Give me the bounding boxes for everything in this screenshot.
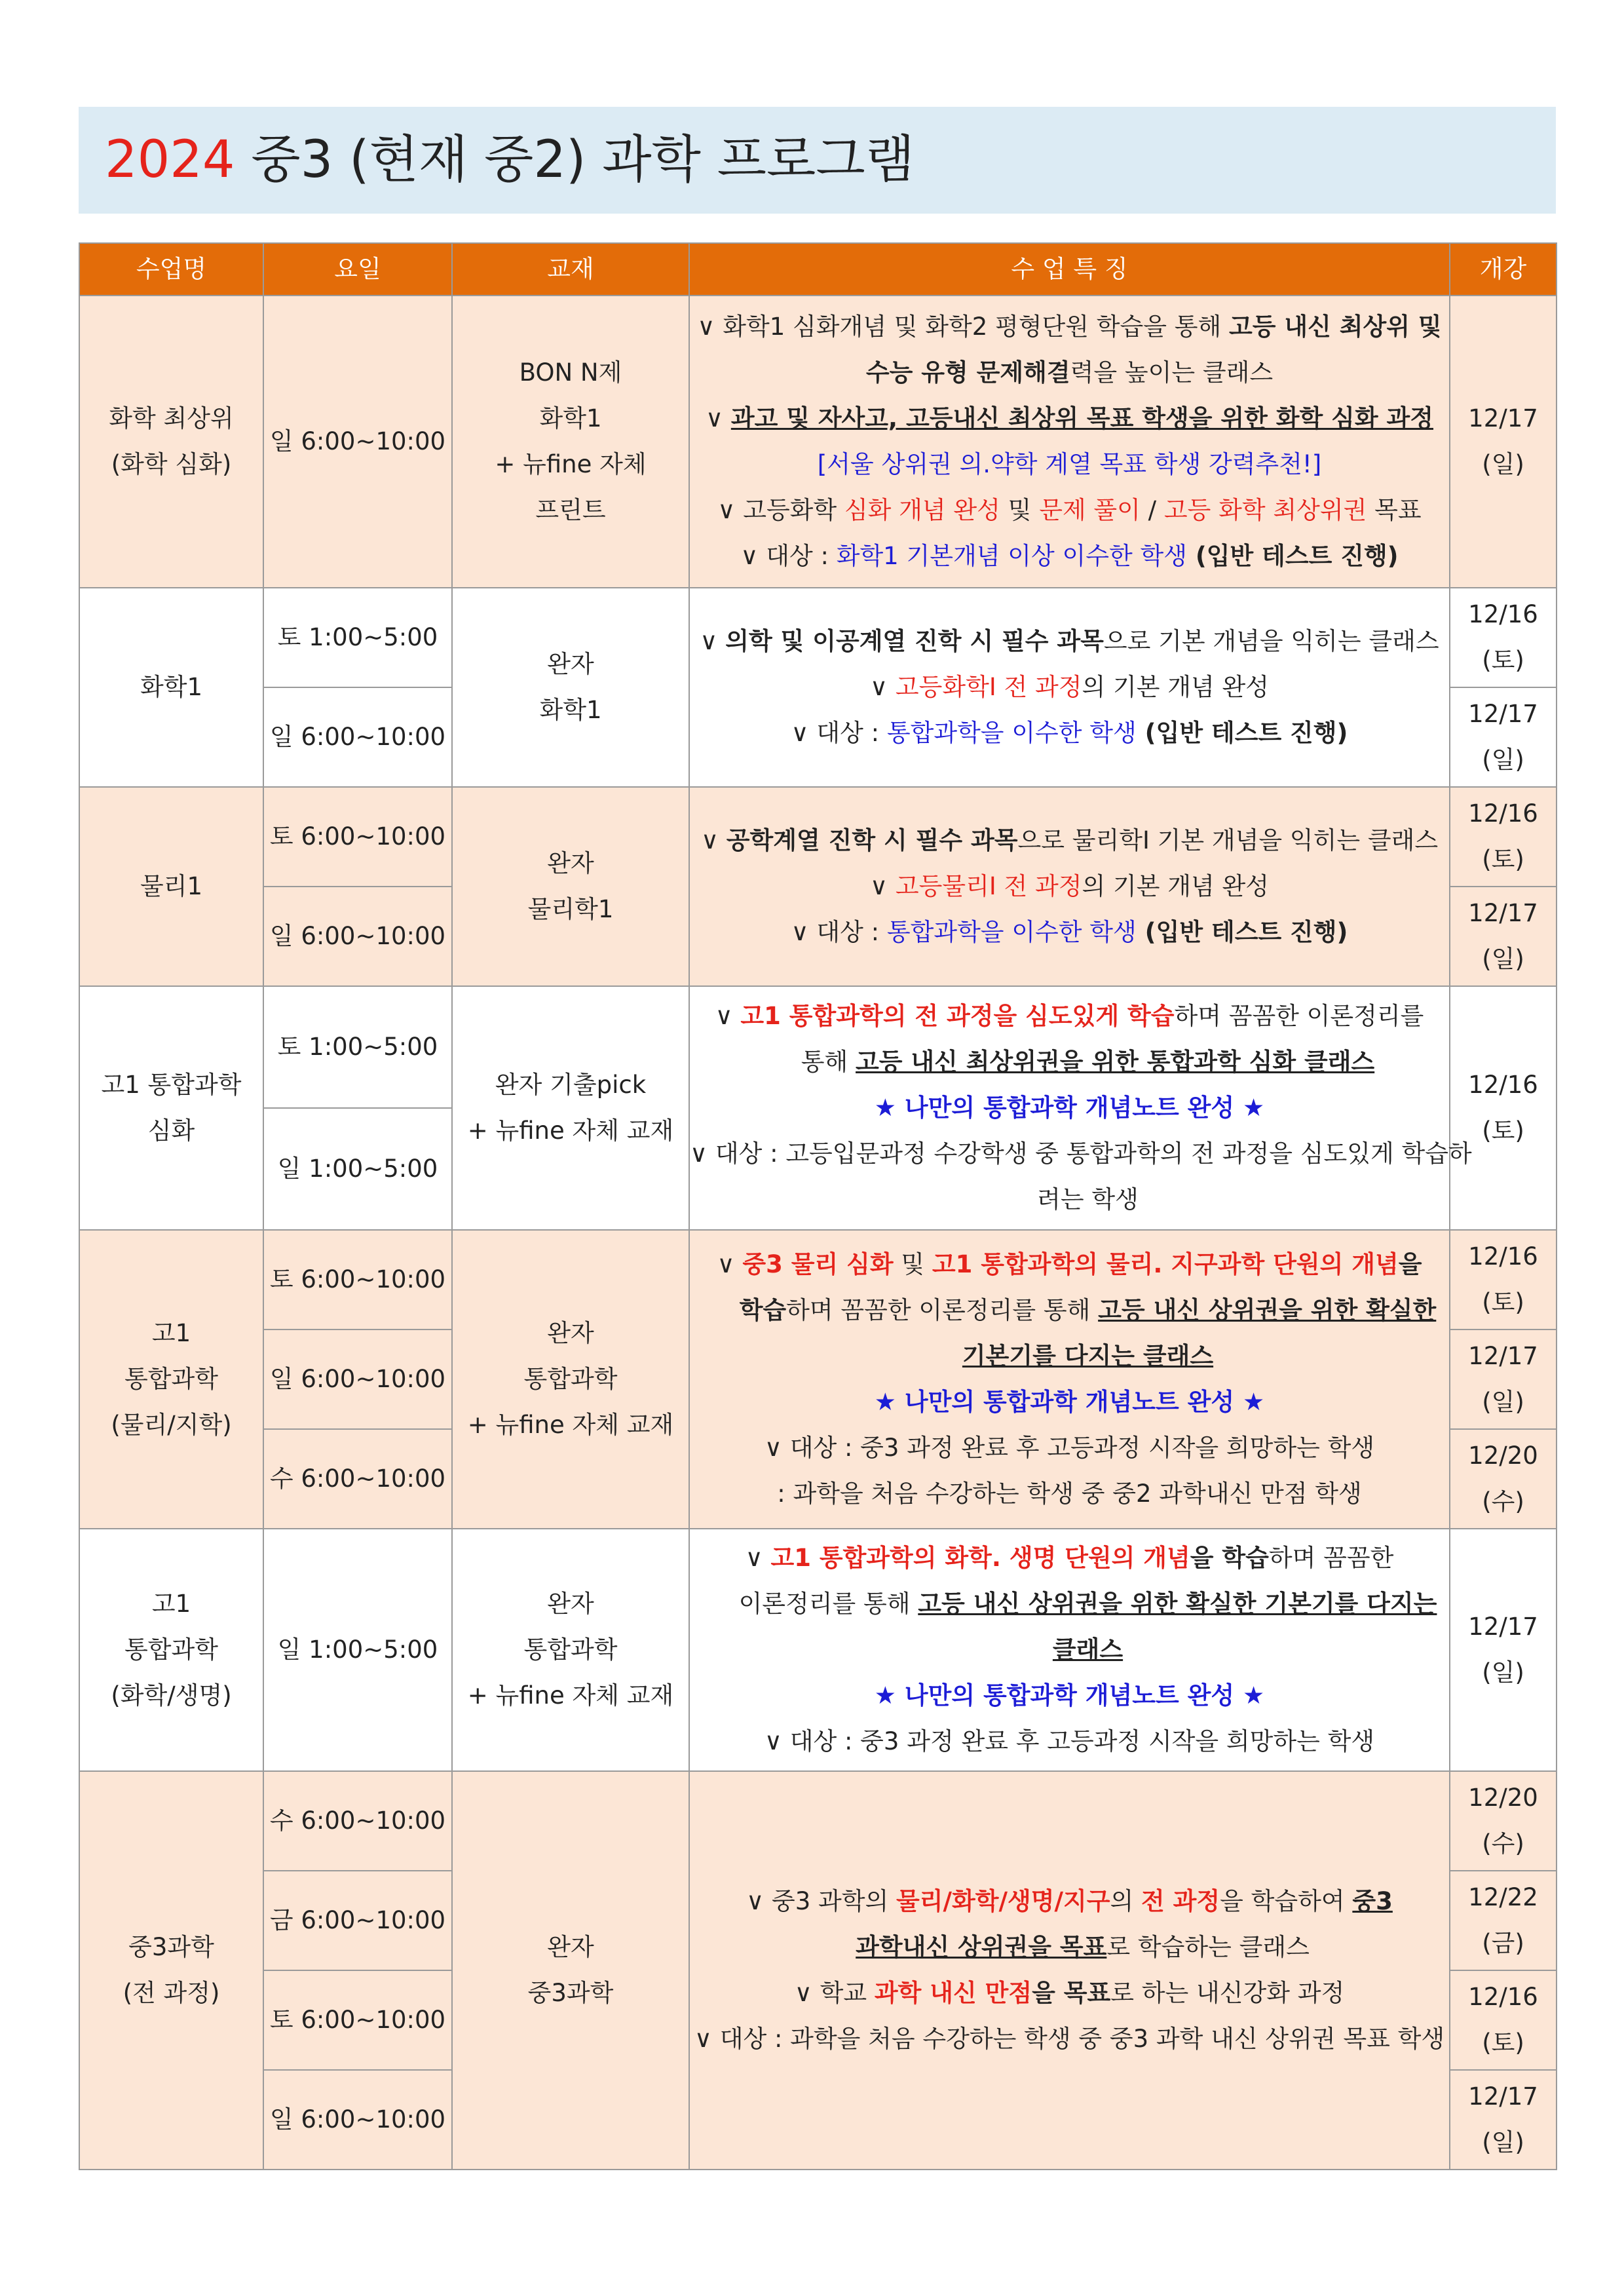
start-date-cell [1450,687,1557,787]
textbook-line: 물리학1 [527,895,614,923]
class-name-cell: 화학1 [79,588,263,787]
textbook-line: 통합과학 [523,1636,618,1664]
feature-line: ∨ 중3 물리 심화 및 고1 통합과학의 물리. 지구과학 단원의 개념을 [717,1250,1422,1278]
start-date-cell [1450,1771,1557,1871]
features-cell [689,1230,1450,1529]
feature-line: ∨ 대상 : 중3 과정 완료 후 고등과정 시작을 희망하는 학생 [764,1727,1375,1755]
feature-line: ★ 나만의 통합과학 개념노트 완성 ★ [874,1388,1265,1416]
title-banner [79,107,1556,214]
start-date-cell [1450,296,1557,588]
class-name-cell [79,986,263,1230]
start-date: 12/16 [1468,1071,1538,1099]
class-name-line: 화학 최상위 [109,404,234,432]
textbook-line: 완자 [547,650,594,678]
day-cell: 토 1:00~5:00 [263,588,452,687]
textbook-cell [452,1529,689,1771]
features-cell [689,787,1450,986]
textbook-line: 완자 [547,849,594,877]
feature-line: 수능 유형 문제해결력을 높이는 클래스 [865,358,1274,387]
feature-line: ∨ 대상 : 과학을 처음 수강하는 학생 중 중3 과학 내신 상위권 목표 학생 [694,2025,1445,2053]
textbook-line: 화학1 [539,696,602,724]
feature-line: : 과학을 처음 수강하는 학생 중 중2 과학내신 만점 학생 [777,1480,1362,1508]
table-row [79,588,1557,687]
start-date: 12/16 [1468,799,1538,828]
day-cell: 토 6:00~10:00 [263,1970,452,2070]
feature-line: ∨ 과고 및 자사고, 고등내신 최상위 목표 학생을 위한 화학 심화 과정 [705,404,1433,432]
start-date-cell [1450,1429,1557,1529]
features-cell [689,588,1450,787]
feature-line: ∨ 공학계열 진학 시 필수 과목으로 물리학I 기본 개념을 익히는 클래스 [700,826,1439,854]
textbook-line: + 뉴fine 자체 교재 [467,1117,674,1145]
textbook-line: + 뉴fine 자체 [495,450,647,478]
textbook-line: + 뉴fine 자체 교재 [467,1411,674,1439]
class-name-cell [79,296,263,588]
feature-line: ∨ 대상 : 화학1 기본개념 이상 이수한 학생 (입반 테스트 진행) [740,542,1399,570]
textbook-cell [452,787,689,986]
start-date: 12/17 [1468,1342,1538,1370]
class-name-line: 통합과학 [124,1636,218,1664]
start-date-cell [1450,588,1557,687]
day-cell: 일 1:00~5:00 [263,1108,452,1230]
textbook-line: 프린트 [535,496,606,524]
day-cell: 일 6:00~10:00 [263,2070,452,2170]
start-weekday: (일) [1482,945,1524,973]
start-weekday: (토) [1482,1288,1524,1316]
day-cell: 일 1:00~5:00 [263,1529,452,1771]
textbook-line: 완자 기출pick [495,1071,647,1099]
start-date: 12/16 [1468,1983,1538,2011]
start-weekday: (토) [1482,2029,1524,2057]
textbook-line: 중3과학 [527,1979,614,2007]
start-weekday: (일) [1482,2128,1524,2156]
textbook-cell [452,296,689,588]
features-cell [689,1529,1450,1771]
features-cell [689,1771,1450,2170]
start-date: 12/22 [1468,1883,1538,1911]
class-name-line: 심화 [147,1117,195,1145]
header-features: 수 업 특 징 [689,243,1450,296]
feature-line: 클래스 [1052,1636,1124,1664]
feature-line: ∨ 학교 과학 내신 만점을 목표로 하는 내신강화 과정 [794,1979,1345,2007]
class-name-line: (전 과정) [123,1979,220,2007]
feature-line: ∨ 중3 과학의 물리/화학/생명/지구의 전 과정을 학습하여 중3 [746,1887,1393,1915]
header-class-name: 수업명 [79,243,263,296]
feature-line: ∨ 대상 : 중3 과정 완료 후 고등과정 시작을 희망하는 학생 [764,1434,1375,1462]
table-row [79,986,1557,1108]
feature-line: ★ 나만의 통합과학 개념노트 완성 ★ [874,1094,1265,1122]
start-date-cell [1450,1871,1557,1970]
feature-line: 려는 학생 [1037,1185,1139,1214]
table-row [79,296,1557,588]
title-text: 중3 (현재 중2) 과학 프로그램 [235,130,915,189]
feature-line: 이론정리를 통해 고등 내신 상위권을 위한 확실한 기본기를 다지는 [738,1590,1437,1618]
features-cell [689,296,1450,588]
feature-line: ∨ 대상 : 통합과학을 이수한 학생 (입반 테스트 진행) [791,918,1348,946]
start-weekday: (일) [1482,1388,1524,1416]
class-name-line: 중3과학 [128,1933,214,1961]
start-date-cell [1450,1230,1557,1330]
day-cell: 금 6:00~10:00 [263,1871,452,1970]
day-cell: 수 6:00~10:00 [263,1429,452,1529]
start-weekday: (토) [1482,646,1524,674]
feature-line: ∨ 대상 : 고등입문과정 수강학생 중 통합과학의 전 과정을 심도있게 학습하 [690,1139,1472,1168]
class-name-cell: 물리1 [79,787,263,986]
class-name-cell [79,1529,263,1771]
feature-line: ∨ 고등화학 심화 개념 완성 및 문제 풀이 / 고등 화학 최상위권 목표 [717,496,1422,524]
day-cell: 일 6:00~10:00 [263,296,452,588]
feature-line: [서울 상위권 의.약학 계열 목표 학생 강력추천!] [817,450,1322,478]
day-cell: 일 6:00~10:00 [263,887,452,986]
feature-line: ∨ 고등물리I 전 과정의 기본 개념 완성 [870,872,1269,900]
start-date: 12/17 [1468,1613,1538,1641]
start-date: 12/16 [1468,1242,1538,1271]
feature-line: ∨ 고등화학I 전 과정의 기본 개념 완성 [870,673,1269,701]
start-date: 12/17 [1468,700,1538,728]
start-date: 12/17 [1468,404,1538,432]
feature-line: ★ 나만의 통합과학 개념노트 완성 ★ [874,1681,1265,1710]
table-row [79,787,1557,887]
program-table [79,242,1557,2170]
feature-line: ∨ 화학1 심화개념 및 화학2 평형단원 학습을 통해 고등 내신 최상위 및 [697,313,1442,341]
day-cell: 일 6:00~10:00 [263,687,452,787]
start-date-cell [1450,2070,1557,2170]
start-weekday: (일) [1482,1658,1524,1687]
textbook-line: 화학1 [539,404,602,432]
start-date-cell [1450,1970,1557,2070]
table-row [79,1529,1557,1771]
textbook-cell [452,1230,689,1529]
start-weekday: (수) [1482,1829,1524,1858]
class-name-line: 고1 [151,1319,191,1347]
page-title [105,107,915,214]
start-weekday: (수) [1482,1487,1524,1516]
day-cell: 토 1:00~5:00 [263,986,452,1108]
class-name-line: (물리/지학) [111,1411,232,1439]
title-year: 2024 [105,130,235,189]
day-cell: 토 6:00~10:00 [263,787,452,887]
start-weekday: (일) [1482,450,1524,478]
textbook-cell [452,1771,689,2170]
feature-line: 과학내신 상위권을 목표로 학습하는 클래스 [856,1933,1310,1961]
table-row [79,1771,1557,1871]
class-name-line: 고1 통합과학 [101,1071,242,1099]
textbook-cell [452,986,689,1230]
feature-line: ∨ 의학 및 이공계열 진학 시 필수 과목으로 기본 개념을 익히는 클래스 [700,627,1439,655]
start-date: 12/17 [1468,2082,1538,2111]
feature-line: 통해 고등 내신 최상위권을 위한 통합과학 심화 클래스 [801,1048,1375,1076]
textbook-line: 완자 [547,1933,594,1961]
start-date-cell [1450,787,1557,887]
day-cell: 토 6:00~10:00 [263,1230,452,1330]
textbook-cell [452,588,689,787]
textbook-line: 통합과학 [523,1365,618,1393]
start-date-cell [1450,986,1557,1230]
start-weekday: (토) [1482,845,1524,873]
class-name-line: 통합과학 [124,1365,218,1393]
features-cell [689,986,1472,1230]
feature-line: ∨ 대상 : 통합과학을 이수한 학생 (입반 테스트 진행) [791,719,1348,747]
start-date-cell [1450,1529,1557,1771]
table-row [79,1230,1557,1330]
textbook-line: BON N제 [519,358,622,387]
textbook-line: 완자 [547,1590,594,1618]
class-name-line: (화학 심화) [111,450,232,478]
day-cell: 일 6:00~10:00 [263,1330,452,1429]
header-textbook: 교재 [452,243,689,296]
header-start-date: 개강 [1450,243,1557,296]
start-date: 12/17 [1468,899,1538,927]
class-name-cell [79,1230,263,1529]
start-date: 12/16 [1468,600,1538,628]
textbook-line: 완자 [547,1319,594,1347]
day-cell: 수 6:00~10:00 [263,1771,452,1871]
feature-line: 기본기를 다지는 클래스 [962,1342,1214,1370]
class-name-line: (화학/생명) [111,1681,232,1710]
table-header-row [79,243,1557,296]
class-name-cell [79,1771,263,2170]
start-weekday: (금) [1482,1929,1524,1957]
feature-line: ∨ 고1 통합과학의 전 과정을 심도있게 학습하며 꼼꼼한 이론정리를 [715,1002,1424,1030]
start-date-cell [1450,887,1557,986]
header-day: 요일 [263,243,452,296]
start-weekday: (토) [1482,1117,1524,1145]
class-name-line: 고1 [151,1590,191,1618]
start-date: 12/20 [1468,1784,1538,1812]
feature-line: ∨ 고1 통합과학의 화학. 생명 단원의 개념을 학습하며 꼼꼼한 [745,1544,1394,1572]
feature-line: 학습하며 꼼꼼한 이론정리를 통해 고등 내신 상위권을 위한 확실한 [739,1296,1437,1324]
start-date: 12/20 [1468,1442,1538,1470]
start-weekday: (일) [1482,746,1524,774]
start-date-cell [1450,1330,1557,1429]
textbook-line: + 뉴fine 자체 교재 [467,1681,674,1710]
